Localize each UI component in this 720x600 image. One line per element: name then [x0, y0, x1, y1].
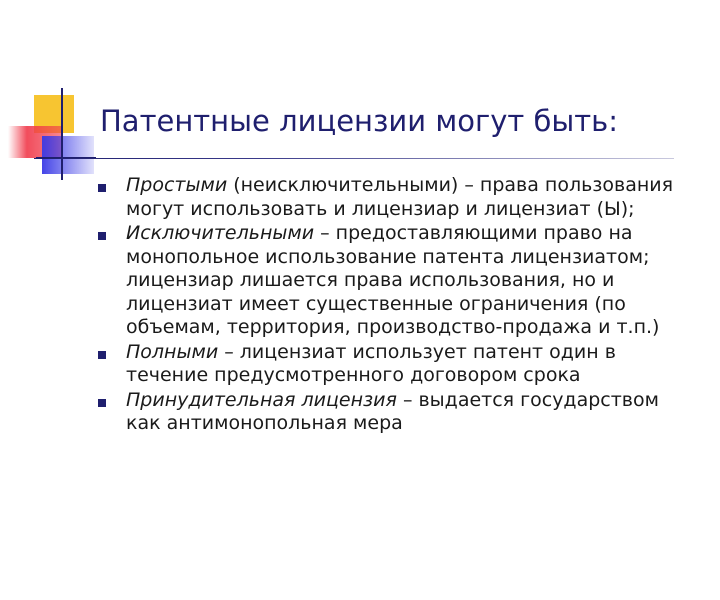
bullet-text: – выдается государством как антимонопольная мера [126, 388, 659, 434]
bullet-term: Полными [126, 340, 219, 363]
bullet-square-icon [98, 184, 106, 192]
bullet-text: – предоставляющими право на монопольное использование патента лицензиатом; лицензиар лишается права использования, но и лицензиат имеет существенные ограничения (по объемам, территория, производство-продажа и т.п.) [126, 222, 660, 338]
bullet-item-compulsory [96, 389, 696, 436]
bullet-square-icon [98, 399, 106, 407]
bullet-item-exclusive [96, 222, 696, 340]
bullet-square-icon [98, 232, 106, 240]
bullet-square-icon [98, 351, 106, 359]
bullet-item-full [96, 341, 696, 388]
slide-title: Патентные лицензии могут быть: [100, 104, 619, 138]
title-underline [34, 158, 674, 159]
bullet-item-simple [96, 174, 696, 221]
bullet-term: Принудительная лицензия [126, 388, 397, 411]
bullet-text: (неисключительными) – права пользования могут использовать и лицензиар и лицензиат (Ы); [126, 174, 674, 220]
bullet-term: Исключительными [126, 222, 315, 244]
bullet-term: Простыми [126, 174, 228, 196]
bullet-text: – лицензиат использует патент один в течение предусмотренного договором срока [126, 340, 616, 386]
bullet-list [96, 174, 696, 437]
slide-logo-decoration [0, 0, 110, 190]
